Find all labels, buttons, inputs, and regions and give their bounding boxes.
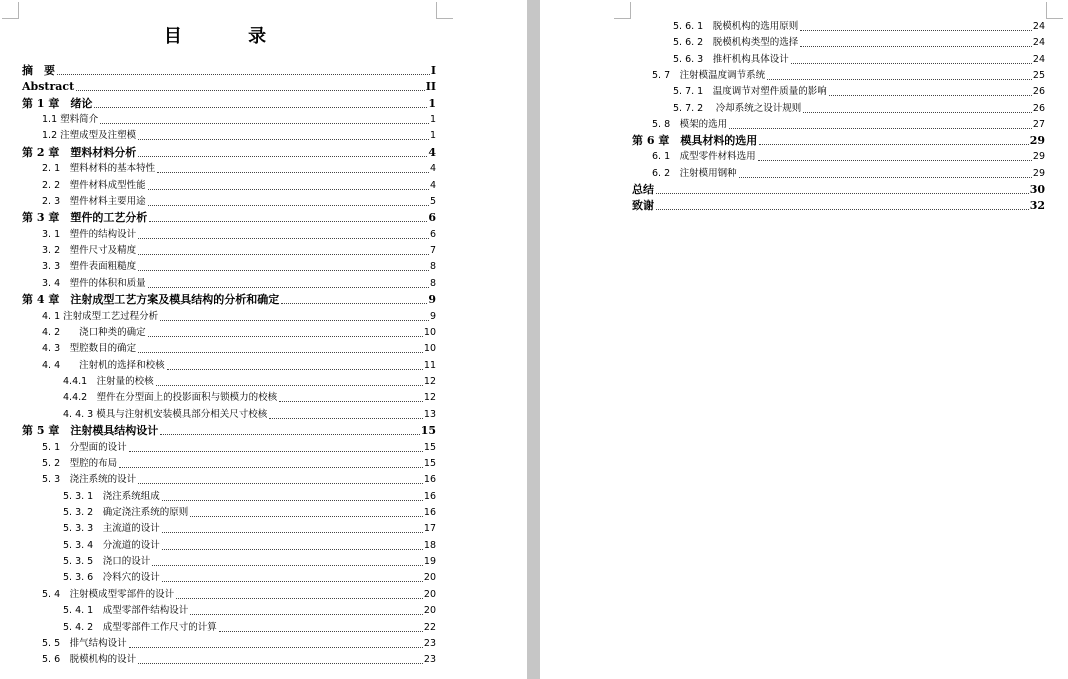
toc-entry-page: 15 [420,424,436,438]
toc-entry[interactable] [22,422,436,438]
toc-entry[interactable] [42,357,436,373]
toc-entry-title: 4.4.2 塑件在分型面上的投影面积与锁模力的校核 [63,392,278,404]
toc-entry-page: 26 [1032,86,1045,98]
toc-entry[interactable] [673,51,1045,67]
toc-entry-page: 26 [1032,102,1045,114]
toc-entry-page: 12 [423,376,436,388]
toc-entry[interactable] [63,602,436,618]
toc-entry[interactable] [42,111,436,127]
toc-dot-leader [739,176,1032,178]
toc-entry-title: 3. 3 塑件表面粗糙度 [42,261,137,273]
page-corner-mark [614,2,631,19]
toc-entry[interactable] [42,471,436,487]
toc-entry-title: 1.1 塑料简介 [42,114,99,126]
toc-entry-title: 4. 3 型腔数目的确定 [42,343,137,355]
toc-entry-page: 32 [1029,199,1045,213]
toc-entry[interactable] [42,586,436,602]
toc-entry-title: 5. 7. 2 冷却系统之设计规则 [673,102,802,114]
toc-entry-page: 16 [423,474,436,486]
toc-entry-title: 4. 4 注射机的选择和校核 [42,359,165,371]
toc-entry-page: 29 [1029,134,1045,148]
toc-title: 目 录 [163,26,297,47]
toc-dot-leader [829,94,1032,96]
toc-dot-leader [758,159,1032,161]
toc-dot-leader [57,73,430,75]
toc-entry-page: 6 [429,228,436,240]
toc-dot-leader [190,515,423,517]
toc-dot-leader [162,548,423,550]
toc-entry[interactable] [63,504,436,520]
page-corner-mark [2,2,19,19]
toc-entry[interactable] [652,148,1045,164]
toc-entry-title: 1.2 注塑成型及注塑模 [42,130,137,142]
toc-entry[interactable] [63,373,436,389]
toc-dot-leader [759,143,1028,145]
toc-entry-page: 25 [1032,69,1045,81]
toc-entry-page: 30 [1029,183,1045,196]
toc-entry-title: 第 2 章 塑料材料分析 [22,145,137,159]
toc-dot-leader [138,138,429,140]
toc-entry[interactable] [673,18,1045,34]
toc-dot-leader [167,368,423,370]
toc-dot-leader [767,78,1032,80]
toc-entry-title: 第 1 章 绪论 [22,96,93,110]
toc-entry-title: 5. 7. 1 温度调节对塑件质量的影响 [673,86,827,98]
page-corner-mark [436,2,453,19]
toc-entry-page: 1 [428,96,436,110]
toc-entry[interactable] [652,165,1045,181]
toc-dot-leader [162,531,423,533]
toc-dot-leader [281,302,427,304]
document-page-left [0,0,527,679]
toc-entry-page: 16 [423,506,436,518]
toc-entry[interactable] [632,181,1045,197]
toc-dot-leader [138,269,429,271]
toc-entry-page: 16 [423,490,436,502]
toc-entry-page: 29 [1032,167,1045,179]
toc-entry-page: 9 [429,310,436,322]
toc-entry-title: 5. 3. 2 确定浇注系统的原则 [63,506,189,518]
toc-dot-leader [100,122,429,124]
toc-entry[interactable] [632,132,1045,148]
toc-entry-page: I [430,64,436,77]
toc-entry-title: 第 3 章 塑件的工艺分析 [22,211,148,225]
toc-entry-page: 13 [423,408,436,420]
toc-entry-title: 3. 1 塑件的结构设计 [42,228,137,240]
toc-entry[interactable] [673,83,1045,99]
toc-entry-page: 10 [423,326,436,338]
toc-entry[interactable] [673,100,1045,116]
toc-entry[interactable] [63,520,436,536]
toc-entry-title: 第 4 章 注射成型工艺方案及模具结构的分析和确定 [22,293,280,307]
toc-entry-page: 24 [1032,53,1045,65]
toc-entry-title: 2. 3 塑件材料主要用途 [42,195,146,207]
toc-entry-title: 5. 8 模架的选用 [652,118,728,130]
toc-entry-page: 4 [429,163,436,175]
toc-entry[interactable] [22,291,436,307]
toc-entry[interactable] [42,651,436,667]
toc-entry-page: 27 [1032,118,1045,130]
toc-entry-title: 5. 3. 3 主流道的设计 [63,523,160,535]
toc-dot-leader [803,111,1032,113]
toc-entry-page: 10 [423,343,436,355]
toc-dot-leader [157,171,429,173]
toc-entry-title: 5. 6. 2 脱模机构类型的选择 [673,37,799,49]
toc-dot-leader [219,630,423,632]
toc-entry-title: 总结 [632,183,654,196]
toc-entry[interactable] [63,569,436,585]
toc-entry-page: II [425,80,436,94]
toc-entry-page: 15 [423,457,436,469]
toc-entry[interactable] [63,389,436,405]
toc-dot-leader [176,597,423,599]
toc-entry[interactable] [42,340,436,356]
toc-entry[interactable] [42,127,436,143]
toc-entry-title: 5. 3. 1 浇注系统组成 [63,490,160,502]
toc-entry-page: 23 [423,654,436,666]
toc-entry[interactable] [63,553,436,569]
toc-entry[interactable] [42,258,436,274]
toc-entry[interactable] [42,275,436,291]
toc-dot-leader [279,400,423,402]
toc-entry[interactable] [63,406,436,422]
toc-entry[interactable] [632,197,1045,213]
toc-entry-title: 6. 2 注射模用钢种 [652,167,737,179]
toc-entry[interactable] [22,209,436,225]
toc-entry-page: 20 [423,605,436,617]
toc-entry-title: Abstract [22,80,75,94]
toc-entry[interactable] [42,635,436,651]
toc-dot-leader [162,580,423,582]
toc-entry-title: 5. 4 注射模成型零部件的设计 [42,588,175,600]
page-corner-mark [1046,2,1063,19]
toc-entry-page: 4 [429,179,436,191]
toc-entry-title: 6. 1 成型零件材料选用 [652,151,756,163]
toc-dot-leader [190,613,423,615]
toc-entry-title: 5. 4. 1 成型零部件结构设计 [63,605,189,617]
toc-entry-page: 18 [423,539,436,551]
toc-entry-title: 5. 2 型腔的布局 [42,457,118,469]
toc-dot-leader [656,208,1029,210]
toc-entry-page: 23 [423,637,436,649]
toc-entry[interactable] [42,455,436,471]
toc-entry-page: 7 [429,245,436,257]
toc-entry[interactable] [42,160,436,176]
toc-entry-page: 4 [428,145,436,159]
toc-entry-page: 17 [423,523,436,535]
toc-entry[interactable] [22,78,436,94]
toc-entry-page: 20 [423,572,436,584]
toc-entry-title: 5. 1 分型面的设计 [42,441,127,453]
toc-dot-leader [160,319,429,321]
toc-entry[interactable] [22,62,436,78]
toc-entry-page: 19 [423,556,436,568]
toc-entry[interactable] [42,242,436,258]
toc-entry-title: 5. 3. 5 浇口的设计 [63,556,151,568]
toc-dot-leader [148,335,423,337]
toc-entry[interactable] [63,619,436,635]
toc-dot-leader [148,204,429,206]
toc-dot-leader [152,564,423,566]
toc-entry[interactable] [22,144,436,160]
toc-entry-title: 第 5 章 注射模具结构设计 [22,424,159,438]
toc-entry-title: 3. 4 塑件的体积和质量 [42,277,146,289]
toc-dot-leader [800,45,1032,47]
toc-dot-leader [129,450,423,452]
toc-entry-title: 4. 1 注射成型工艺过程分析 [42,310,159,322]
toc-dot-leader [138,482,423,484]
toc-entry-page: 11 [423,359,436,371]
toc-dot-leader [160,433,419,435]
toc-entry-title: 2. 1 塑料材料的基本特性 [42,163,156,175]
toc-dot-leader [791,62,1032,64]
toc-dot-leader [138,237,429,239]
toc-entry-title: 5. 3. 6 冷料穴的设计 [63,572,160,584]
toc-entry-page: 24 [1032,21,1045,32]
toc-entry[interactable] [673,34,1045,50]
toc-entry-title: 5. 6. 3 推杆机构具体设计 [673,53,789,65]
toc-dot-leader [129,646,423,648]
toc-dot-leader [656,192,1029,194]
toc-dot-leader [138,155,427,157]
toc-entry-title: 5. 7 注射模温度调节系统 [652,69,766,81]
toc-entry[interactable] [42,226,436,242]
toc-entry[interactable] [652,67,1045,83]
toc-entry-page: 29 [1032,151,1045,163]
toc-entry-title: 2. 2 塑件材料成型性能 [42,179,146,191]
toc-dot-leader [800,29,1032,31]
toc-entry[interactable] [652,116,1045,132]
toc-entry-title: 5. 6 脱模机构的设计 [42,654,137,666]
toc-entry-title: 摘 要 [22,64,55,77]
toc-entry-page: 8 [429,277,436,289]
toc-entry[interactable] [42,308,436,324]
toc-entry[interactable] [63,537,436,553]
toc-dot-leader [119,466,423,468]
toc-dot-leader [138,662,423,664]
toc-dot-leader [729,127,1032,129]
toc-entry-title: 3. 2 塑件尺寸及精度 [42,245,137,257]
toc-entry-page: 1 [429,114,436,126]
toc-entry-title: 致谢 [632,199,654,213]
toc-entry-page: 6 [428,211,436,225]
toc-dot-leader [162,499,423,501]
toc-entry[interactable] [42,439,436,455]
toc-entry-page: 22 [423,621,436,633]
toc-dot-leader [76,89,425,91]
toc-entry-title: 5. 3 浇注系统的设计 [42,474,137,486]
toc-entry-page: 1 [429,130,436,142]
toc-entry-title: 4. 2 浇口种类的确定 [42,326,146,338]
toc-entry[interactable] [42,324,436,340]
toc-entry-page: 12 [423,392,436,404]
toc-entry[interactable] [63,488,436,504]
toc-entry-page: 15 [423,441,436,453]
toc-entry-page: 24 [1032,37,1045,49]
toc-entry-title: 4. 4. 3 模具与注射机安装模具部分相关尺寸校核 [63,408,268,420]
toc-entry[interactable] [42,177,436,193]
toc-dot-leader [148,286,429,288]
toc-dot-leader [138,351,423,353]
toc-entry-title: 5. 5 排气结构设计 [42,637,127,649]
toc-entry-page: 20 [423,588,436,600]
toc-dot-leader [269,417,423,419]
toc-entry-title: 4.4.1 注射量的校核 [63,376,154,388]
toc-entry-title: 5. 6. 1 脱模机构的选用原则 [673,21,799,32]
toc-dot-leader [94,106,427,108]
toc-entry-page: 8 [429,261,436,273]
document-page-right [540,0,1068,679]
toc-entry-title: 5. 4. 2 成型零部件工作尺寸的计算 [63,621,217,633]
toc-entry[interactable] [22,95,436,111]
toc-entry-title: 第 6 章 模具材料的选用 [632,134,758,148]
toc-dot-leader [148,188,429,190]
toc-dot-leader [156,384,423,386]
toc-dot-leader [149,220,427,222]
toc-dot-leader [138,253,429,255]
toc-entry-title: 5. 3. 4 分流道的设计 [63,539,160,551]
toc-entry[interactable] [42,193,436,209]
toc-entry-page: 9 [428,293,436,307]
toc-entry-page: 5 [429,195,436,207]
